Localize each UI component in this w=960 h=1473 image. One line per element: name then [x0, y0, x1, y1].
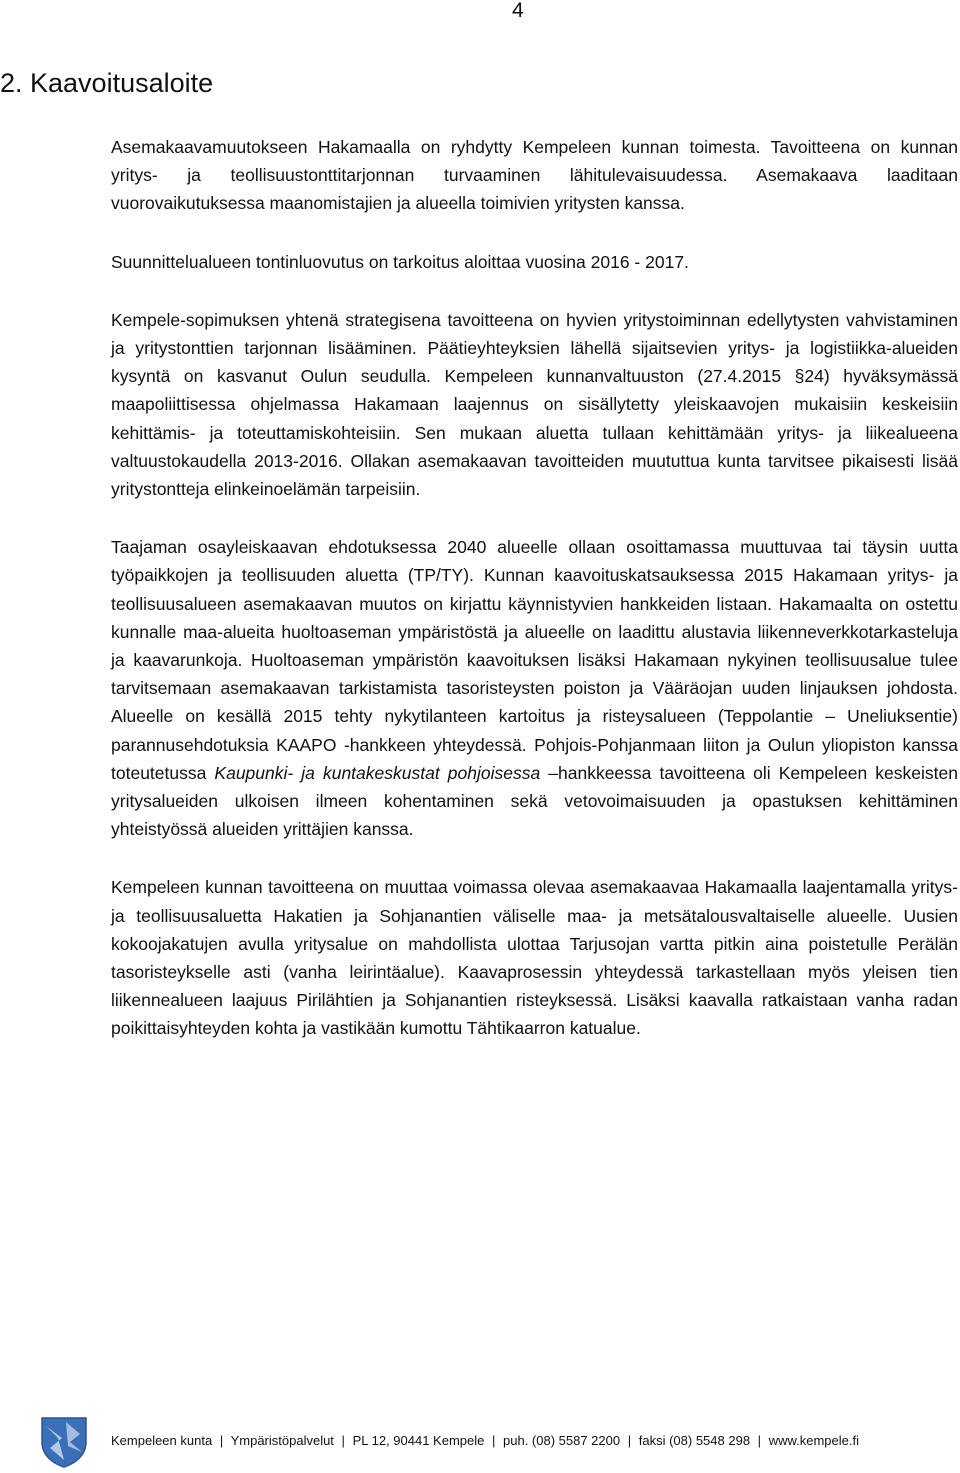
footer-separator: |	[491, 1433, 496, 1448]
footer-org: Kempeleen kunta	[111, 1433, 213, 1448]
body-text	[111, 133, 958, 1073]
paragraph-4	[111, 533, 958, 843]
paragraph-4-part-1: Taajaman osayleiskaavan ehdotuksessa 2040 alueelle ollaan osoittamassa muuttuvaa tai täysin uutta työpaikkojen ja teollisuuden aluetta (TP/TY). Kunnan kaavoituskatsauksessa 2015 Hakamaan yritys- ja teollisuusalueen asemakaavan muutos on kirjattu käynnistyvien hankkeiden listaan. Hakamaalta on ostettu kunnalle maa-alueita huoltoaseman ympäristöstä ja alueelle on laadittu alustavia liikenneverkkotarkasteluja ja kaavarunkoja. Huoltoaseman ympäristön kaavoituksen lisäksi Hakamaan nykyinen teollisuusalue tulee tarvitsemaan asemakaavan tarkistamista tasoristeysten poiston ja Vääräojan uuden linjauksen johdosta. Alueelle on kesällä 2015 tehty nykytilanteen kartoitus ja risteysalueen (Teppolantie – Uneliuksentie) parannusehdotuksia KAAPO -hankkeen yhteydessä. Pohjois-Pohjanmaan liiton ja Oulun yliopiston kanssa toteutetussa	[111, 537, 958, 783]
footer-website-link[interactable]: www.kempele.fi	[768, 1433, 859, 1448]
footer-separator: |	[219, 1433, 224, 1448]
paragraph-3: Kempele-sopimuksen yhtenä strategisena tavoitteena on hyvien yritystoiminnan edellytysten vahvistaminen ja yritystonttien tarjonnan lisääminen. Päätieyhteyksien lähellä sijaitsevien yritys- ja logistiikka-alueiden kysyntä on kasvanut Oulun seudulla. Kempeleen kunnanvaltuuston (27.4.2015 §24) hyväksymässä maapoliittisessa ohjelmassa Hakamaan laajennus on sisällytetty yleiskaavojen mukaisiin keskeisiin kehittämis- ja toteuttamiskohteisiin. Sen mukaan aluetta tullaan kehittämään yritys- ja liikealueena valtuustokaudella 2013-2016. Ollakan asemakaavan tavoitteiden muututtua kunta tarvitsee pikaisesti lisää yritystontteja elinkeinoelämän tarpeisiin.	[111, 309, 958, 500]
kempele-coat-of-arms-icon	[40, 1416, 88, 1468]
footer-fax: faksi (08) 5548 298	[638, 1433, 751, 1448]
footer-separator: |	[757, 1433, 762, 1448]
paragraph-5: Kempeleen kunnan tavoitteena on muuttaa voimassa olevaa asemakaavaa Hakamaalla laajentamalla yritys- ja teollisuusaluetta Hakatien ja Sohjanantien väliselle maa- ja metsätalousvaltaiselle alueelle. Uusien kokoojakatujen avulla yritysalue on mahdollista ulottaa Tarjusojan vartta pitkin aina poistetulle Perälän tasoristeykselle asti (vanha leirintäalue). Kaavaprosessin yhteydessä tarkastellaan myös yleisen tien liikennealueen laajuus Pirilähtien ja Sohjanantien risteyksessä. Lisäksi kaavalla ratkaistaan vanha radan poikittaisyhteyden kohta ja vastikään kumottu Tähtikaarron katualue.	[111, 877, 958, 1039]
footer-separator: |	[341, 1433, 345, 1448]
section-heading: 2. Kaavoitusaloite	[0, 68, 214, 98]
footer-separator: |	[627, 1433, 632, 1448]
footer-address: PL 12, 90441 Kempele	[352, 1433, 485, 1448]
page-footer	[0, 1414, 960, 1470]
footer-contact	[111, 1432, 859, 1450]
footer-phone: puh. (08) 5587 2200	[503, 1433, 621, 1448]
footer-dept: Ympäristöpalvelut	[230, 1433, 334, 1448]
paragraph-2: Suunnittelualueen tontinluovutus on tarkoitus aloittaa vuosina 2016 - 2017.	[111, 251, 689, 272]
paragraph-4-part-2: –hankkeessa tavoitteena oli Kempeleen keskeisten yritysalueiden ulkoisen ilmeen kohentaminen sekä vetovoimaisuuden ja opastuksen kehittäminen yhteistyössä alueiden yrittäjien kanssa.	[111, 762, 958, 840]
paragraph-1: Asemakaavamuutokseen Hakamaalla on ryhdytty Kempeleen kunnan toimesta. Tavoitteena on kunnan yritys- ja teollisuustonttitarjonnan turvaaminen lähitulevaisuudessa. Asemakaava laaditaan vuorovaikutuksessa maanomistajien ja alueella toimivien yritysten kanssa.	[111, 137, 958, 214]
page-number: 4	[512, 0, 524, 22]
project-name-italic: Kaupunki- ja kuntakeskustat pohjoisessa	[214, 762, 541, 783]
